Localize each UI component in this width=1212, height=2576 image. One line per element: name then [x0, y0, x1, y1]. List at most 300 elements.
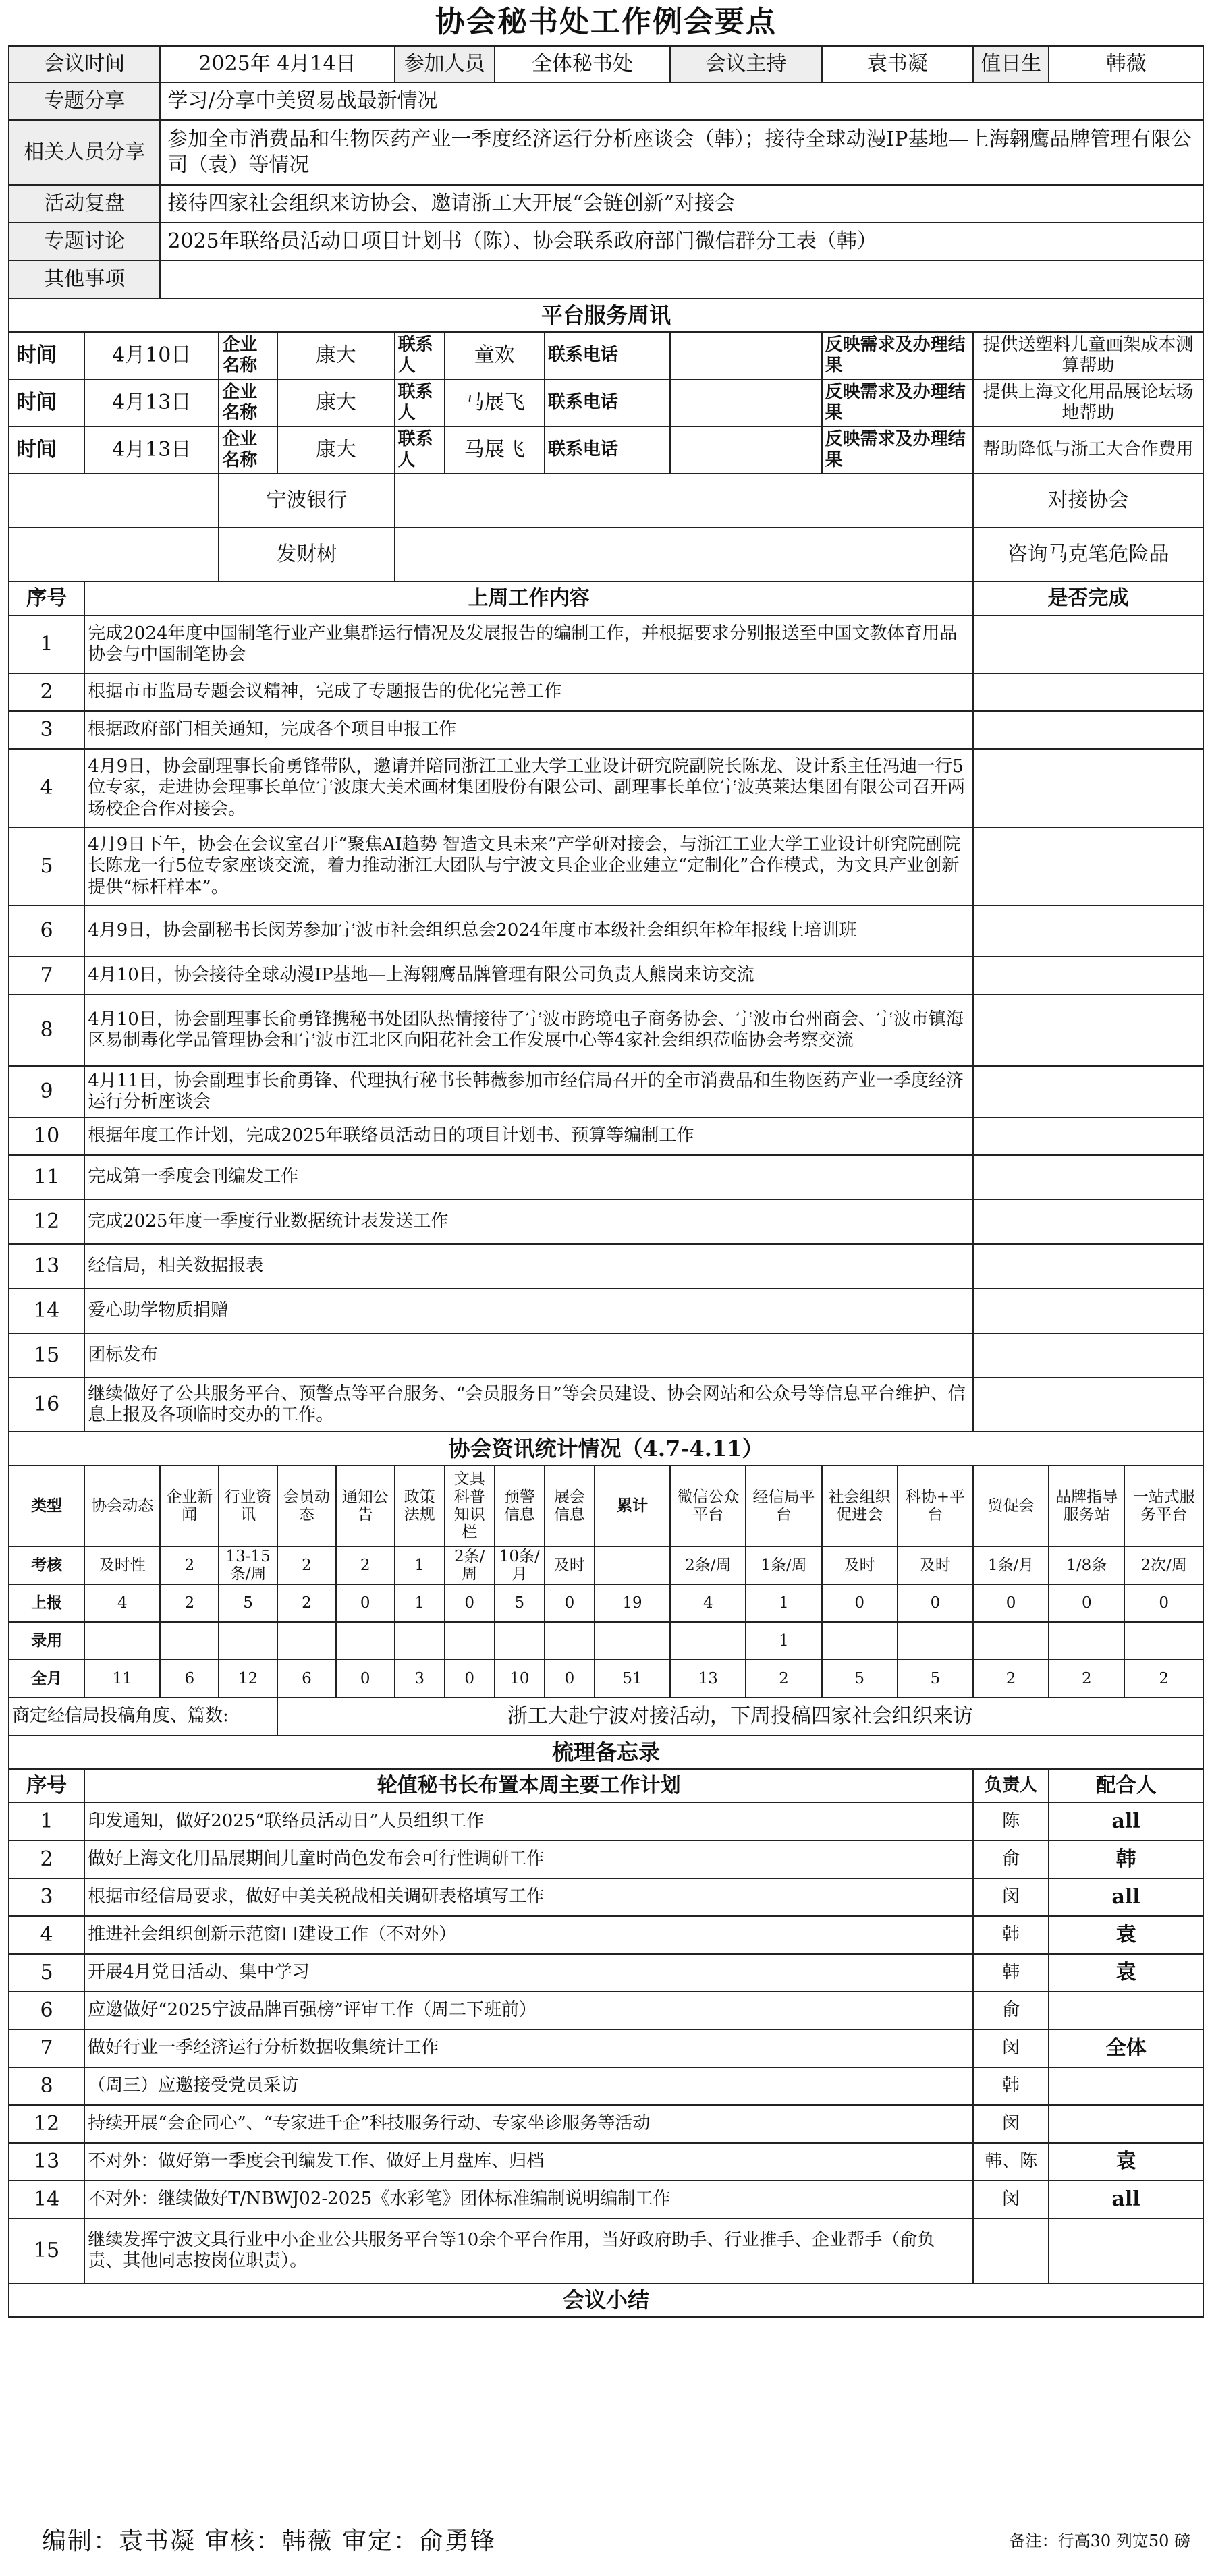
memo-no: 8 — [9, 2067, 84, 2105]
memo-row — [9, 2029, 1203, 2067]
memo-owner: 闵 — [973, 2105, 1049, 2143]
memo-owner: 韩 — [973, 2067, 1049, 2105]
stats-cell — [973, 1622, 1049, 1660]
memo-row — [9, 1992, 1203, 2029]
memo-partner: 袁 — [1049, 2143, 1203, 2181]
empty-cell — [9, 528, 219, 582]
memo-partner: 韩 — [1049, 1841, 1203, 1878]
stats-cell: 录用 — [9, 1622, 84, 1660]
last-week-row — [9, 615, 1203, 673]
memo-row — [9, 2067, 1203, 2105]
memo-owner: 韩 — [973, 1916, 1049, 1954]
stats-cell: 1条/月 — [973, 1546, 1049, 1584]
extra-company: 发财树 — [219, 528, 394, 582]
stats-cell: 12 — [219, 1660, 277, 1698]
memo-row — [9, 1841, 1203, 1878]
memo-no: 12 — [9, 2105, 84, 2143]
stats-cell: 5 — [219, 1584, 277, 1622]
page-title: 协会秘书处工作例会要点 — [9, 0, 1203, 46]
last-week-row — [9, 1200, 1203, 1244]
extra-company: 宁波银行 — [219, 474, 394, 528]
memo-partner: all — [1049, 2181, 1203, 2218]
topic-label: 相关人员分享 — [9, 120, 160, 185]
phone-label: 联系电话 — [545, 426, 670, 474]
stats-cell: 4 — [670, 1584, 746, 1622]
last-week-row — [9, 749, 1203, 827]
platform-result: 帮助降低与浙工大合作费用 — [973, 426, 1203, 474]
last-week-row — [9, 1066, 1203, 1117]
stats-cell: 2 — [973, 1660, 1049, 1698]
topic-label: 其他事项 — [9, 260, 160, 298]
stats-cell: 11 — [84, 1660, 160, 1698]
platform-row — [9, 379, 1203, 426]
stats-header: 会员动态 — [277, 1465, 336, 1546]
stats-cell: 0 — [445, 1584, 495, 1622]
memo-owner: 韩、陈 — [973, 2143, 1049, 2181]
memo-row — [9, 2218, 1203, 2283]
memo-owner: 俞 — [973, 1992, 1049, 2029]
item-no: 12 — [9, 1200, 84, 1244]
no-header: 序号 — [9, 582, 84, 615]
platform-extra-row — [9, 528, 1203, 582]
item-no: 2 — [9, 673, 84, 711]
item-no: 4 — [9, 749, 84, 827]
memo-no: 6 — [9, 1992, 84, 2029]
stats-cell: 0 — [898, 1584, 973, 1622]
last-week-row — [9, 1333, 1203, 1378]
topic-label: 专题分享 — [9, 82, 160, 120]
stats-cell — [595, 1546, 670, 1584]
stats-cell — [277, 1622, 336, 1660]
last-week-row — [9, 827, 1203, 905]
stats-cell: 0 — [822, 1584, 898, 1622]
memo-text: 推进社会组织创新示范窗口建设工作（不对外） — [84, 1916, 973, 1954]
summary-title-row — [9, 2283, 1203, 2317]
last-week-row — [9, 1378, 1203, 1432]
stats-cell: 0 — [336, 1660, 395, 1698]
time-label: 时间 — [9, 426, 84, 474]
attendees-value: 全体秘书处 — [495, 46, 670, 82]
item-no: 6 — [9, 905, 84, 957]
topic-row — [9, 120, 1203, 185]
platform-contact: 马展飞 — [445, 379, 545, 426]
stats-cell: 0 — [1049, 1584, 1124, 1622]
empty-cell — [9, 474, 219, 528]
stats-cell — [336, 1622, 395, 1660]
memo-owner: 俞 — [973, 1841, 1049, 1878]
topic-label: 活动复盘 — [9, 185, 160, 223]
stats-cell: 1/8条 — [1049, 1546, 1124, 1584]
item-no: 16 — [9, 1378, 84, 1432]
stats-cell: 及时性 — [84, 1546, 160, 1584]
stats-header: 经信局平台 — [746, 1465, 821, 1546]
last-week-row — [9, 957, 1203, 995]
item-no: 15 — [9, 1333, 84, 1378]
memo-owner: 陈 — [973, 1803, 1049, 1841]
item-text: 根据政府部门相关通知，完成各个项目申报工作 — [84, 711, 973, 749]
duty-label: 值日生 — [973, 46, 1049, 82]
memo-text: 做好上海文化用品展期间儿童时尚色发布会可行性调研工作 — [84, 1841, 973, 1878]
memo-row — [9, 2105, 1203, 2143]
memo-row — [9, 1803, 1203, 1841]
stats-cell: 0 — [445, 1660, 495, 1698]
stats-cell — [595, 1622, 670, 1660]
memo-text: 不对外：继续做好T/NBWJ02-2025《水彩笔》团体标准编制说明编制工作 — [84, 2181, 973, 2218]
stats-header: 类型 — [9, 1465, 84, 1546]
memo-text: 做好行业一季经济运行分析数据收集统计工作 — [84, 2029, 973, 2067]
done-cell — [973, 1378, 1203, 1432]
stats-cell: 1条/周 — [746, 1546, 821, 1584]
meeting-time-value: 2025年 4月14日 — [160, 46, 394, 82]
item-text: 经信局，相关数据报表 — [84, 1244, 973, 1289]
platform-row — [9, 332, 1203, 379]
stats-header: 品牌指导服务站 — [1049, 1465, 1124, 1546]
memo-title: 梳理备忘录 — [9, 1735, 1203, 1769]
item-no: 9 — [9, 1066, 84, 1117]
extra-result: 咨询马克笔危险品 — [973, 528, 1203, 582]
stats-cell: 2 — [277, 1546, 336, 1584]
item-no: 10 — [9, 1117, 84, 1155]
stats-cell: 及时 — [898, 1546, 973, 1584]
stats-title-row — [9, 1432, 1203, 1465]
item-text: 4月11日，协会副理事长俞勇锋、代理执行秘书长韩薇参加市经信局召开的全市消费品和生物医药产业一季度经济运行分析座谈会 — [84, 1066, 973, 1117]
stats-header-row — [9, 1465, 1203, 1546]
stats-cell: 上报 — [9, 1584, 84, 1622]
memo-owner: 韩 — [973, 1954, 1049, 1992]
memo-partner: all — [1049, 1803, 1203, 1841]
memo-no: 13 — [9, 2143, 84, 2181]
platform-contact: 马展飞 — [445, 426, 545, 474]
memo-owner: 闵 — [973, 2181, 1049, 2218]
platform-row — [9, 426, 1203, 474]
memo-no: 4 — [9, 1916, 84, 1954]
memo-no: 2 — [9, 1841, 84, 1878]
item-no: 3 — [9, 711, 84, 749]
done-cell — [973, 957, 1203, 995]
done-cell — [973, 1200, 1203, 1244]
stats-cell — [445, 1622, 495, 1660]
memo-owner: 闵 — [973, 2029, 1049, 2067]
done-cell — [973, 1066, 1203, 1117]
item-no: 7 — [9, 957, 84, 995]
stats-cell: 2条/周 — [445, 1546, 495, 1584]
last-week-row — [9, 1289, 1203, 1333]
signatures: 编制：袁书凝 审核：韩薇 审定：俞勇锋 — [42, 2527, 496, 2555]
topic-row — [9, 223, 1203, 260]
memo-owner — [973, 2218, 1049, 2283]
stats-cell: 6 — [160, 1660, 219, 1698]
stats-header: 贸促会 — [973, 1465, 1049, 1546]
memo-row — [9, 1916, 1203, 1954]
memo-text: 不对外：做好第一季度会刊编发工作、做好上月盘库、归档 — [84, 2143, 973, 2181]
memo-text: 印发通知，做好2025“联络员活动日”人员组织工作 — [84, 1803, 973, 1841]
stats-cell — [160, 1622, 219, 1660]
stats-header: 文具科普知识栏 — [445, 1465, 495, 1546]
platform-result: 提供送塑料儿童画架成本测算帮助 — [973, 332, 1203, 379]
memo-no: 1 — [9, 1803, 84, 1841]
done-cell — [973, 1244, 1203, 1289]
memo-text: （周三）应邀接受党员采访 — [84, 2067, 973, 2105]
meeting-time-label: 会议时间 — [9, 46, 160, 82]
content-header: 上周工作内容 — [84, 582, 973, 615]
phone-label: 联系电话 — [545, 379, 670, 426]
company-label: 企业名称 — [219, 379, 277, 426]
stats-cell: 4 — [84, 1584, 160, 1622]
item-text: 4月9日下午，协会在会议室召开“聚焦AI趋势 智造文具未来”产学研对接会，与浙江工业大学工业设计研究院副院长陈龙一行5位专家座谈交流，着力推动浙江大团队与宁波文具企业企业建立“定制化”合作模式，为文具产业创新提供“标杆样本”。 — [84, 827, 973, 905]
title-row — [9, 0, 1203, 46]
stats-cell: 0 — [545, 1584, 595, 1622]
memo-no: 15 — [9, 2218, 84, 2283]
meeting-table — [8, 0, 1204, 2318]
stats-cell: 10条/月 — [495, 1546, 545, 1584]
stats-row — [9, 1584, 1203, 1622]
memo-text: 根据市经信局要求，做好中美关税战相关调研表格填写工作 — [84, 1878, 973, 1916]
platform-extra-row — [9, 474, 1203, 528]
item-text: 爱心助学物质捐赠 — [84, 1289, 973, 1333]
stats-cell: 2 — [160, 1546, 219, 1584]
memo-partner: 全体 — [1049, 2029, 1203, 2067]
memo-partner: 袁 — [1049, 1954, 1203, 1992]
stats-cell: 2 — [746, 1660, 821, 1698]
stats-note-row — [9, 1698, 1203, 1735]
item-text: 完成第一季度会刊编发工作 — [84, 1155, 973, 1200]
item-no: 11 — [9, 1155, 84, 1200]
footer-note: 备注：行高30 列宽50 磅 — [1009, 2531, 1190, 2550]
empty-cell — [395, 474, 973, 528]
last-week-row — [9, 1244, 1203, 1289]
topic-value: 学习/分享中美贸易战最新情况 — [160, 82, 1203, 120]
stats-cell — [84, 1622, 160, 1660]
stats-cell — [495, 1622, 545, 1660]
memo-plan-header: 轮值秘书长布置本周主要工作计划 — [84, 1769, 973, 1803]
stats-header: 微信公众平台 — [670, 1465, 746, 1546]
memo-title-row — [9, 1735, 1203, 1769]
done-cell — [973, 711, 1203, 749]
stats-cell: 2 — [277, 1584, 336, 1622]
topic-value: 接待四家社会组织来访协会、邀请浙工大开展“会链创新”对接会 — [160, 185, 1203, 223]
last-week-row — [9, 1117, 1203, 1155]
meeting-info-row — [9, 46, 1203, 82]
stats-header: 社会组织促进会 — [822, 1465, 898, 1546]
stats-cell: 2 — [1124, 1660, 1203, 1698]
memo-partner: 袁 — [1049, 1916, 1203, 1954]
done-header: 是否完成 — [973, 582, 1203, 615]
company-label: 企业名称 — [219, 332, 277, 379]
platform-phone — [670, 426, 821, 474]
company-label: 企业名称 — [219, 426, 277, 474]
topic-value: 参加全市消费品和生物医药产业一季度经济运行分析座谈会（韩）；接待全球动漫IP基地—上海翱鹰品牌管理有限公司（袁）等情况 — [160, 120, 1203, 185]
stats-cell: 51 — [595, 1660, 670, 1698]
stats-cell — [898, 1622, 973, 1660]
item-text: 继续做好了公共服务平台、预警点等平台服务、“会员服务日”等会员建设、协会网站和公众号等信息平台维护、信息上报及各项临时交办的工作。 — [84, 1378, 973, 1432]
item-no: 14 — [9, 1289, 84, 1333]
stats-cell: 13-15条/周 — [219, 1546, 277, 1584]
stats-cell: 及时 — [822, 1546, 898, 1584]
stats-row — [9, 1660, 1203, 1698]
stats-header: 一站式服务平台 — [1124, 1465, 1203, 1546]
item-text: 4月9日，协会副理事长俞勇锋带队，邀请并陪同浙江工业大学工业设计研究院副院长陈龙、设计系主任冯迪一行5位专家，走进协会理事长单位宁波康大美术画材集团股份有限公司、副理事长单位宁波英莱达集团有限公司召开两场校企合作对接会。 — [84, 749, 973, 827]
last-week-row — [9, 711, 1203, 749]
item-no: 5 — [9, 827, 84, 905]
item-no: 8 — [9, 995, 84, 1066]
feedback-label: 反映需求及办理结果 — [822, 426, 973, 474]
footer — [8, 2515, 1204, 2563]
memo-row — [9, 2143, 1203, 2181]
stats-header: 累计 — [595, 1465, 670, 1546]
stats-cell: 10 — [495, 1660, 545, 1698]
platform-company: 康大 — [277, 426, 395, 474]
empty-cell — [395, 528, 973, 582]
done-cell — [973, 995, 1203, 1066]
platform-title-row — [9, 298, 1203, 332]
memo-text: 开展4月党日活动、集中学习 — [84, 1954, 973, 1992]
stats-cell: 1 — [395, 1546, 445, 1584]
stats-cell: 0 — [545, 1660, 595, 1698]
platform-title: 平台服务周讯 — [9, 298, 1203, 332]
memo-owner: 闵 — [973, 1878, 1049, 1916]
memo-partner — [1049, 2067, 1203, 2105]
memo-header-row — [9, 1769, 1203, 1803]
stats-cell: 5 — [495, 1584, 545, 1622]
stats-cell: 2条/周 — [670, 1546, 746, 1584]
stats-row — [9, 1546, 1203, 1584]
attendees-label: 参加人员 — [395, 46, 495, 82]
last-week-row — [9, 905, 1203, 957]
done-cell — [973, 1289, 1203, 1333]
feedback-label: 反映需求及办理结果 — [822, 379, 973, 426]
done-cell — [973, 1333, 1203, 1378]
time-label: 时间 — [9, 332, 84, 379]
last-week-row — [9, 995, 1203, 1066]
last-week-row — [9, 673, 1203, 711]
stats-cell: 2 — [1049, 1660, 1124, 1698]
item-no: 1 — [9, 615, 84, 673]
memo-partner — [1049, 2218, 1203, 2283]
topic-row — [9, 260, 1203, 298]
item-text: 4月10日，协会接待全球动漫IP基地—上海翱鹰品牌管理有限公司负责人熊岗来访交流 — [84, 957, 973, 995]
memo-no: 7 — [9, 2029, 84, 2067]
done-cell — [973, 905, 1203, 957]
done-cell — [973, 1117, 1203, 1155]
summary-title: 会议小结 — [9, 2283, 1203, 2317]
stats-cell: 19 — [595, 1584, 670, 1622]
item-text: 根据市市监局专题会议精神，完成了专题报告的优化完善工作 — [84, 673, 973, 711]
time-label: 时间 — [9, 379, 84, 426]
stats-header: 政策法规 — [395, 1465, 445, 1546]
stats-header: 通知公告 — [336, 1465, 395, 1546]
memo-text: 继续发挥宁波文具行业中小企业公共服务平台等10余个平台作用，当好政府助手、行业推手、企业帮手（俞负责、其他同志按岗位职责）。 — [84, 2218, 973, 2283]
contact-label: 联系人 — [395, 332, 445, 379]
memo-row — [9, 2181, 1203, 2218]
item-text: 完成2024年度中国制笔行业产业集群运行情况及发展报告的编制工作，并根据要求分别报送至中国文教体育用品协会与中国制笔协会 — [84, 615, 973, 673]
stats-cell: 1 — [395, 1584, 445, 1622]
stats-header: 企业新闻 — [160, 1465, 219, 1546]
last-week-header-row — [9, 582, 1203, 615]
topic-value — [160, 260, 1203, 298]
memo-no: 5 — [9, 1954, 84, 1992]
memo-partner — [1049, 1992, 1203, 2029]
last-week-row — [9, 1155, 1203, 1200]
memo-partner: all — [1049, 1878, 1203, 1916]
topic-value: 2025年联络员活动日项目计划书（陈）、协会联系政府部门微信群分工表（韩） — [160, 223, 1203, 260]
platform-date: 4月13日 — [84, 379, 219, 426]
extra-result: 对接协会 — [973, 474, 1203, 528]
stats-cell: 3 — [395, 1660, 445, 1698]
item-no: 13 — [9, 1244, 84, 1289]
item-text: 根据年度工作计划，完成2025年联络员活动日的项目计划书、预算等编制工作 — [84, 1117, 973, 1155]
topic-row — [9, 185, 1203, 223]
done-cell — [973, 749, 1203, 827]
platform-contact: 童欢 — [445, 332, 545, 379]
memo-no: 3 — [9, 1878, 84, 1916]
done-cell — [973, 827, 1203, 905]
stats-cell: 及时 — [545, 1546, 595, 1584]
stats-cell — [1049, 1622, 1124, 1660]
item-text: 4月10日，协会副理事长俞勇锋携秘书处团队热情接待了宁波市跨境电子商务协会、宁波市台州商会、宁波市镇海区易制毒化学品管理协会和宁波市江北区向阳花社会工作发展中心等4家社会组织莅临协会考察交流 — [84, 995, 973, 1066]
phone-label: 联系电话 — [545, 332, 670, 379]
stats-cell: 2次/周 — [1124, 1546, 1203, 1584]
stats-cell: 0 — [336, 1584, 395, 1622]
platform-date: 4月10日 — [84, 332, 219, 379]
stats-header: 科协+平台 — [898, 1465, 973, 1546]
stats-cell: 1 — [746, 1584, 821, 1622]
duty-value: 韩薇 — [1049, 46, 1203, 82]
memo-partner-header: 配合人 — [1049, 1769, 1203, 1803]
topic-label: 专题讨论 — [9, 223, 160, 260]
memo-text: 应邀做好“2025宁波品牌百强榜”评审工作（周二下班前） — [84, 1992, 973, 2029]
stats-cell: 1 — [746, 1622, 821, 1660]
stats-cell — [219, 1622, 277, 1660]
platform-date: 4月13日 — [84, 426, 219, 474]
stats-cell — [395, 1622, 445, 1660]
topic-row — [9, 82, 1203, 120]
stats-cell: 5 — [822, 1660, 898, 1698]
stats-cell: 2 — [160, 1584, 219, 1622]
platform-company: 康大 — [277, 332, 395, 379]
contact-label: 联系人 — [395, 379, 445, 426]
item-text: 4月9日，协会副秘书长闵芳参加宁波市社会组织总会2024年度市本级社会组织年检年报线上培训班 — [84, 905, 973, 957]
contact-label: 联系人 — [395, 426, 445, 474]
stats-cell — [822, 1622, 898, 1660]
stats-header: 展会信息 — [545, 1465, 595, 1546]
stats-cell: 全月 — [9, 1660, 84, 1698]
memo-partner — [1049, 2105, 1203, 2143]
platform-result: 提供上海文化用品展论坛场地帮助 — [973, 379, 1203, 426]
memo-row — [9, 1878, 1203, 1916]
stats-cell: 13 — [670, 1660, 746, 1698]
stats-cell: 0 — [1124, 1584, 1203, 1622]
memo-row — [9, 1954, 1203, 1992]
stats-note-value: 浙工大赴宁波对接活动，下周投稿四家社会组织来访 — [277, 1698, 1203, 1735]
done-cell — [973, 673, 1203, 711]
stats-cell: 2 — [336, 1546, 395, 1584]
stats-row — [9, 1622, 1203, 1660]
stats-cell: 0 — [973, 1584, 1049, 1622]
memo-no: 14 — [9, 2181, 84, 2218]
stats-note-label: 商定经信局投稿角度、篇数: — [9, 1698, 277, 1735]
stats-header: 预警信息 — [495, 1465, 545, 1546]
memo-text: 持续开展“会企同心”、“专家进千企”科技服务行动、专家坐诊服务等活动 — [84, 2105, 973, 2143]
platform-phone — [670, 379, 821, 426]
host-value: 袁书凝 — [822, 46, 973, 82]
stats-cell — [1124, 1622, 1203, 1660]
memo-no-header: 序号 — [9, 1769, 84, 1803]
done-cell — [973, 615, 1203, 673]
feedback-label: 反映需求及办理结果 — [822, 332, 973, 379]
platform-company: 康大 — [277, 379, 395, 426]
stats-cell — [545, 1622, 595, 1660]
host-label: 会议主持 — [670, 46, 821, 82]
